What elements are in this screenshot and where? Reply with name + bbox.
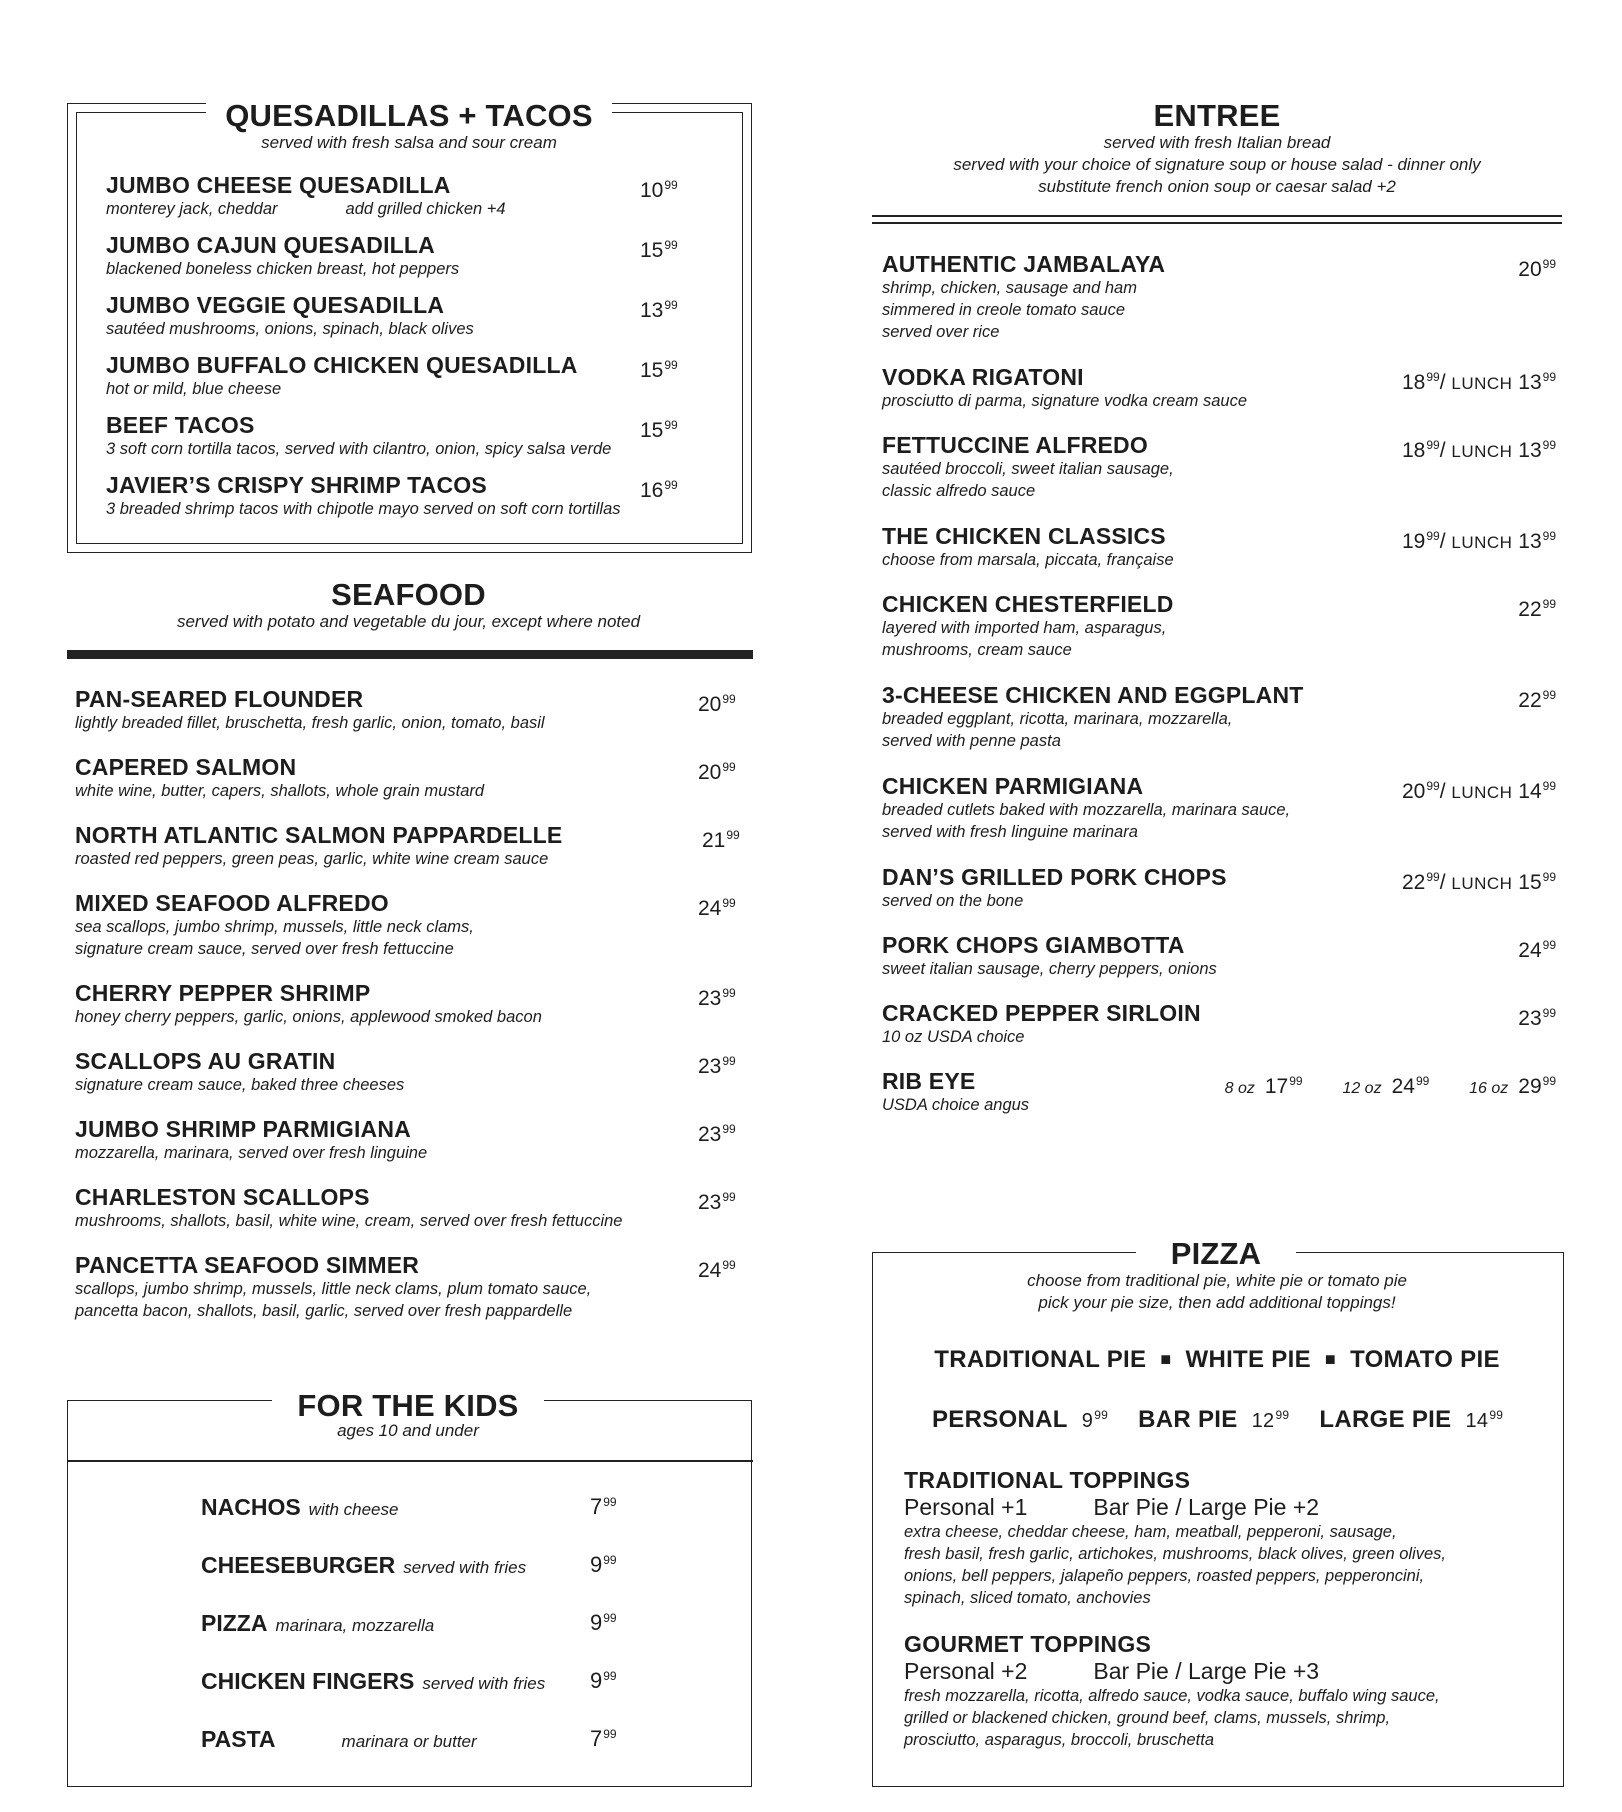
menu-item-ribeye: RIB EYE USDA choice angus bbox=[882, 1068, 1030, 1114]
item-price: $24^{99}$ bbox=[698, 896, 736, 920]
item-price: $22^{99}/$ LUNCH $15^{99}$ bbox=[1401, 870, 1556, 894]
menu-item: THE CHICKEN CLASSICS choose from marsala, piccata, française bbox=[882, 523, 1174, 569]
item-price: $9^{99}$ bbox=[590, 1668, 617, 1693]
entree-subtitle: served with fresh Italian bread bbox=[1103, 133, 1331, 152]
item-price: $20^{99}/$ LUNCH $14^{99}$ bbox=[1401, 779, 1556, 803]
item-price: $15^{99}$ bbox=[640, 238, 678, 262]
menu-item: MIXED SEAFOOD ALFREDO sea scallops, jumbo shrimp, mussels, little neck clams, signature cream sauce, served over fresh fettuccine bbox=[75, 890, 474, 958]
seafood-title: SEAFOOD bbox=[331, 577, 486, 612]
menu-item: VODKA RIGATONI prosciutto di parma, signature vodka cream sauce bbox=[882, 364, 1248, 410]
item-price: $10^{99}$ bbox=[640, 178, 678, 202]
item-price: $13^{99}$ bbox=[640, 298, 678, 322]
menu-item: CHICKEN PARMIGIANA breaded cutlets baked with mozzarella, marinara sauce, served with fresh linguine marinara bbox=[882, 773, 1291, 841]
item-price: $21^{99}$ bbox=[702, 828, 740, 852]
item-price: $19^{99}/$ LUNCH $13^{99}$ bbox=[1401, 529, 1556, 553]
menu-item: CRACKED PEPPER SIRLOIN 10 oz USDA choice bbox=[882, 1000, 1201, 1046]
seafood-subtitle: served with potato and vegetable du jour, except where noted bbox=[176, 612, 641, 631]
menu-item: JUMBO CAJUN QUESADILLA blackened boneless chicken breast, hot peppers bbox=[106, 232, 460, 278]
addon-note: add grilled chicken +4 bbox=[345, 200, 506, 218]
menu-item: CHERRY PEPPER SHRIMP honey cherry peppers, garlic, onions, applewood smoked bacon bbox=[75, 980, 542, 1026]
entree-subtitle: substitute french onion soup or caesar salad +2 bbox=[1038, 177, 1396, 196]
item-price: $23^{99}$ bbox=[1518, 1006, 1556, 1030]
menu-item: PORK CHOPS GIAMBOTTA sweet italian sausage, cherry peppers, onions bbox=[882, 932, 1217, 978]
item-price: $9^{99}$ bbox=[590, 1610, 617, 1635]
item-price: $20^{99}$ bbox=[698, 760, 736, 784]
item-price: $9^{99}$ bbox=[590, 1552, 617, 1577]
traditional-toppings: TRADITIONAL TOPPINGS Personal +1 Bar Pie / Large Pie +2 extra cheese, cheddar cheese, ham, meatball, pepperoni, sausage, fresh basil, fresh garlic, artichokes, mushrooms, black olives, green olives, onions, bell peppers, jalapeño peppers, roasted peppers, pepperoncini, spinach, sliced tomato, anchovies bbox=[904, 1467, 1446, 1607]
item-price: $7^{99}$ bbox=[590, 1726, 617, 1751]
item-price: $7^{99}$ bbox=[590, 1494, 617, 1519]
item-price: $22^{99}$ bbox=[1518, 597, 1556, 621]
item-price: $15^{99}$ bbox=[640, 358, 678, 382]
menu-item: PAN-SEARED FLOUNDER lightly breaded fillet, bruschetta, fresh garlic, onion, tomato, basil bbox=[75, 686, 545, 732]
kids-item: CHICKEN FINGERS served with fries bbox=[201, 1668, 546, 1694]
item-price: $20^{99}$ bbox=[698, 692, 736, 716]
item-price: $23^{99}$ bbox=[698, 986, 736, 1010]
kids-item: PASTA marinara or butter bbox=[201, 1726, 477, 1752]
pizza-title: PIZZA bbox=[1170, 1236, 1262, 1271]
menu-item: BEEF TACOS 3 soft corn tortilla tacos, served with cilantro, onion, spicy salsa verde bbox=[106, 412, 612, 458]
menu-item: DAN’S GRILLED PORK CHOPS served on the bone bbox=[882, 864, 1227, 910]
pizza-subtitle: choose from traditional pie, white pie or tomato pie bbox=[1027, 1271, 1407, 1290]
menu-item: NORTH ATLANTIC SALMON PAPPARDELLE roasted red peppers, green peas, garlic, white wine cream sauce bbox=[75, 822, 563, 868]
pizza-subtitle: pick your pie size, then add additional toppings! bbox=[1038, 1293, 1396, 1312]
menu-item: JUMBO VEGGIE QUESADILLA sautéed mushrooms, onions, spinach, black olives bbox=[106, 292, 474, 338]
entree-divider bbox=[872, 215, 1562, 217]
kids-subtitle: ages 10 and under bbox=[337, 1421, 479, 1440]
item-price: $18^{99}/$ LUNCH $13^{99}$ bbox=[1401, 370, 1556, 394]
kids-item: NACHOS with cheese bbox=[201, 1494, 399, 1520]
entree-subtitle: served with your choice of signature soup or house salad - dinner only bbox=[953, 155, 1481, 174]
menu-item: CAPERED SALMON white wine, butter, capers, shallots, whole grain mustard bbox=[75, 754, 485, 800]
pie-sizes: PERSONAL $9^{99}$ BAR PIE $12^{99}$ LARGE PIE $14^{99}$ bbox=[932, 1406, 1504, 1433]
menu-item: JUMBO SHRIMP PARMIGIANA mozzarella, marinara, served over fresh linguine bbox=[75, 1116, 428, 1162]
entree-title: ENTREE bbox=[1153, 98, 1281, 133]
kids-item: PIZZA marinara, mozzarella bbox=[201, 1610, 435, 1636]
kids-item: CHEESEBURGER served with fries bbox=[201, 1552, 527, 1578]
item-price: $15^{99}$ bbox=[640, 418, 678, 442]
item-price: $24^{99}$ bbox=[698, 1258, 736, 1282]
quesadillas-title: QUESADILLAS + TACOS bbox=[225, 98, 593, 133]
item-price: $23^{99}$ bbox=[698, 1190, 736, 1214]
menu-item: 3-CHEESE CHICKEN AND EGGPLANT breaded eggplant, ricotta, marinara, mozzarella, served with penne pasta bbox=[882, 682, 1304, 750]
entree-divider bbox=[872, 222, 1562, 224]
menu-item: JAVIER’S CRISPY SHRIMP TACOS 3 breaded shrimp tacos with chipotle mayo served on soft corn tortillas bbox=[106, 472, 621, 518]
seafood-divider bbox=[67, 650, 753, 659]
kids-title: FOR THE KIDS bbox=[297, 1388, 519, 1423]
item-price: $20^{99}$ bbox=[1518, 257, 1556, 281]
menu-item: FETTUCCINE ALFREDO sautéed broccoli, sweet italian sausage, classic alfredo sauce bbox=[882, 432, 1174, 500]
menu-item: AUTHENTIC JAMBALAYA shrimp, chicken, sausage and ham simmered in creole tomato sauce served over rice bbox=[882, 251, 1166, 341]
item-price: $16^{99}$ bbox=[640, 478, 678, 502]
menu-item: PANCETTA SEAFOOD SIMMER scallops, jumbo shrimp, mussels, little neck clams, plum tomato sauce, pancetta bacon, shallots, basil, garlic, served over fresh pappardelle bbox=[75, 1252, 592, 1320]
menu-item: CHICKEN CHESTERFIELD layered with imported ham, asparagus, mushrooms, cream sauce bbox=[882, 591, 1174, 659]
quesadillas-subtitle: served with fresh salsa and sour cream bbox=[261, 133, 557, 152]
item-price: $23^{99}$ bbox=[698, 1122, 736, 1146]
menu-item: CHARLESTON SCALLOPS mushrooms, shallots, basil, white wine, cream, served over fresh fettuccine bbox=[75, 1184, 623, 1230]
item-price: $23^{99}$ bbox=[698, 1054, 736, 1078]
ribeye-size-prices: 8 oz $17^{99}$ 12 oz $24^{99}$ 16 oz $29^{99}$ bbox=[1224, 1074, 1556, 1098]
kids-divider bbox=[67, 1460, 753, 1462]
gourmet-toppings: GOURMET TOPPINGS Personal +2 Bar Pie / Large Pie +3 fresh mozzarella, ricotta, alfredo sauce, vodka sauce, buffalo wing sauce, grilled or blackened chicken, ground beef, clams, mussels, shrimp, prosciutto, asparagus, broccoli, bruschetta bbox=[904, 1631, 1440, 1749]
pie-types: TRADITIONAL PIE ■ WHITE PIE ■ TOMATO PIE bbox=[934, 1346, 1500, 1373]
item-price: $24^{99}$ bbox=[1518, 938, 1556, 962]
item-price: $22^{99}$ bbox=[1518, 688, 1556, 712]
menu-item: SCALLOPS AU GRATIN signature cream sauce, baked three cheeses bbox=[75, 1048, 405, 1094]
menu-item: JUMBO CHEESE QUESADILLA monterey jack, cheddar add grilled chicken +4 bbox=[106, 172, 506, 218]
menu-item: JUMBO BUFFALO CHICKEN QUESADILLA hot or mild, blue cheese bbox=[106, 352, 578, 398]
item-price: $18^{99}/$ LUNCH $13^{99}$ bbox=[1401, 438, 1556, 462]
